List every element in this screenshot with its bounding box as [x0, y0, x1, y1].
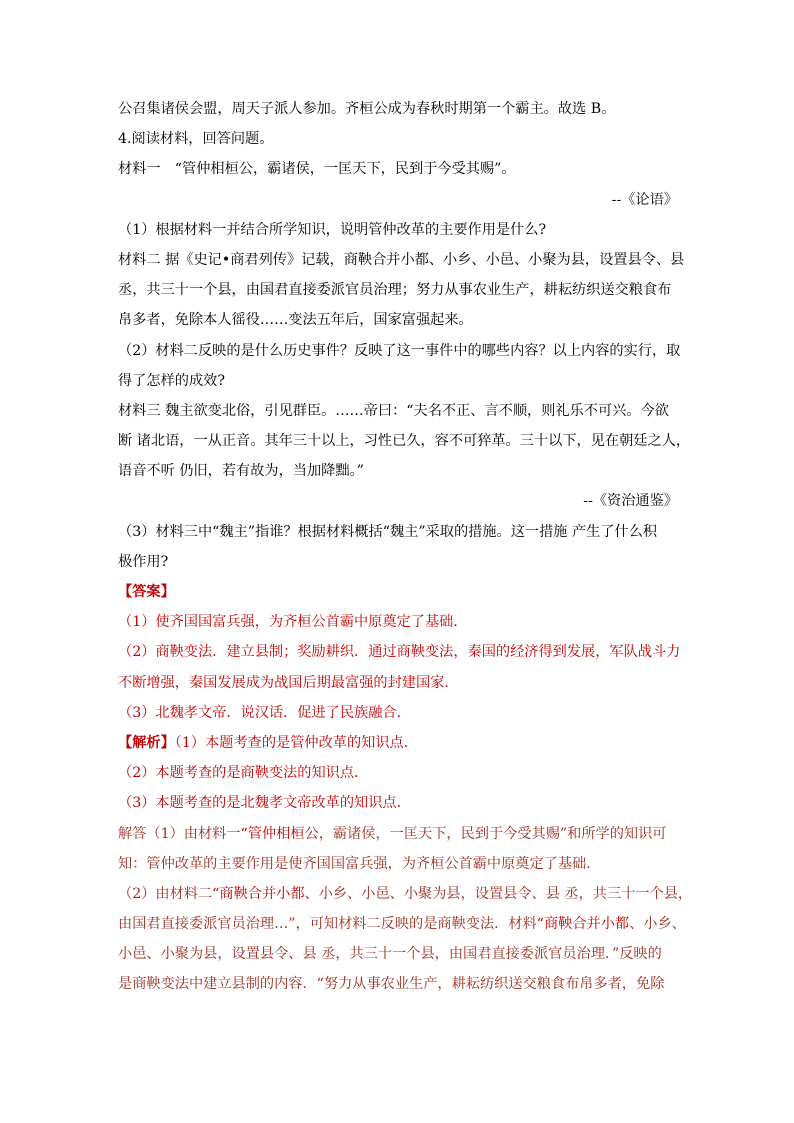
material-three-cont: 语音不听 仍旧，若有故为，当加降黜。” [118, 463, 364, 480]
question-two-cont: 得了怎样的成效? [118, 372, 225, 389]
question-three: （3）材料三中“魏主”指谁？根据材料概括“魏主”采取的措施。这一措施 产生了什么积 [118, 523, 658, 540]
question-one: （1）根据材料一并结合所学知识，说明管仲改革的主要作用是什么? [118, 221, 547, 238]
material-two-cont: 丞，共三十一个县，由国君直接委派官员治理；努力从事农业生产，耕耘纺织送交粮食布 [118, 282, 672, 299]
solution-line [118, 884, 693, 904]
solution-line: 知：管仲改革的主要作用是使齐国国富兵强，为齐桓公首霸中原奠定了基础． [118, 855, 601, 872]
analysis-label: 【解析】 [118, 734, 175, 751]
solution-line [118, 824, 678, 844]
solution-quote: “商鞅合并小都 [536, 916, 630, 933]
solution-text: 解答（1）由材料一 [118, 825, 241, 842]
text-line: 公召集诸侯会盟，周天子派人参加。齐桓公成为春秋时期第一个霸主。故选 B。 [118, 101, 616, 117]
solution-line: 是商鞅变法中建立县制的内容．“努力从事农业生产，耕耘纺织送交粮食布帛多者，免除 [118, 976, 665, 993]
solution-line [118, 914, 686, 934]
solution-text: 、小乡、 [629, 916, 686, 933]
analysis-item: （2）本题考查的是商鞅变法的知识点． [118, 765, 369, 782]
analysis-item: （3）本题考查的是北魏孝文帝改革的知识点． [118, 795, 411, 812]
material-two-cont: 帛多者，免除本人徭役……变法五年后，国家富强起来。 [118, 312, 473, 329]
material-three: 材料三 魏主欲变北俗，引见群臣。……帝曰：“夫名不正、言不顺，则礼乐不可兴。今欲 [118, 402, 669, 419]
answer-label: 【答案】 [118, 584, 175, 600]
solution-quote: “管仲相桓公 [240, 825, 319, 842]
analysis-item: （1）本题考查的是管仲改革的知识点． [174, 734, 418, 751]
material-three-cont: 断 诸北语，一从正音。其年三十以上，习性已久，容不可猝革。三十以下，见在朝廷之人， [118, 433, 691, 450]
solution-quote: “商鞅合并小都 [212, 885, 305, 902]
answer-item: （3）北魏孝文帝．说汉话．促进了民族融合． [118, 704, 411, 721]
question-two: （2）材料二反映的是什么历史事件？反映了这一事件中的哪些内容？以上内容的实行，取 [118, 342, 681, 359]
source-citation: --《论语》 [611, 191, 678, 208]
solution-text: 、小乡、小邑、小聚为县，设置县令、县 丞，共三十一个县， [304, 885, 693, 902]
material-two: 材料二 据《史记•商君列传》记载，商鞅合并小都、小乡、小邑、小聚为县，设置县令、县 [118, 251, 685, 268]
document-body [118, 99, 693, 1005]
material-one: 材料一 “管仲相桓公，霸诸侯，一匡天下，民到于今受其赐”。 [118, 161, 516, 178]
question-three-cont: 极作用? [118, 553, 169, 570]
answer-item: （1）使齐国国富兵强，为齐桓公首霸中原奠定了基础． [118, 614, 468, 631]
question-heading: 4.阅读材料，回答问题。 [118, 131, 274, 148]
answer-item: 不断增强，秦国发展成为战国后期最富强的封建国家． [118, 674, 459, 691]
source-citation: --《资治通鉴》 [583, 493, 678, 510]
solution-text: 由国君直接委派官员治理…”，可知材料二反映的是商鞅变法．材料 [118, 916, 537, 933]
solution-text: （2）由材料二 [118, 885, 213, 902]
solution-text: ，霸诸侯，一匡天下，民到于今受其赐”和所学的知识可 [318, 825, 667, 842]
answer-item: （2）商鞅变法．建立县制；奖励耕织．通过商鞅变法，秦国的经济得到发展，军队战斗力 [118, 644, 681, 661]
solution-line: 小邑、小聚为县，设置县令、县 丞，共三十一个县，由国君直接委派官员治理．”反映的 [118, 946, 662, 963]
analysis-line [118, 733, 678, 753]
